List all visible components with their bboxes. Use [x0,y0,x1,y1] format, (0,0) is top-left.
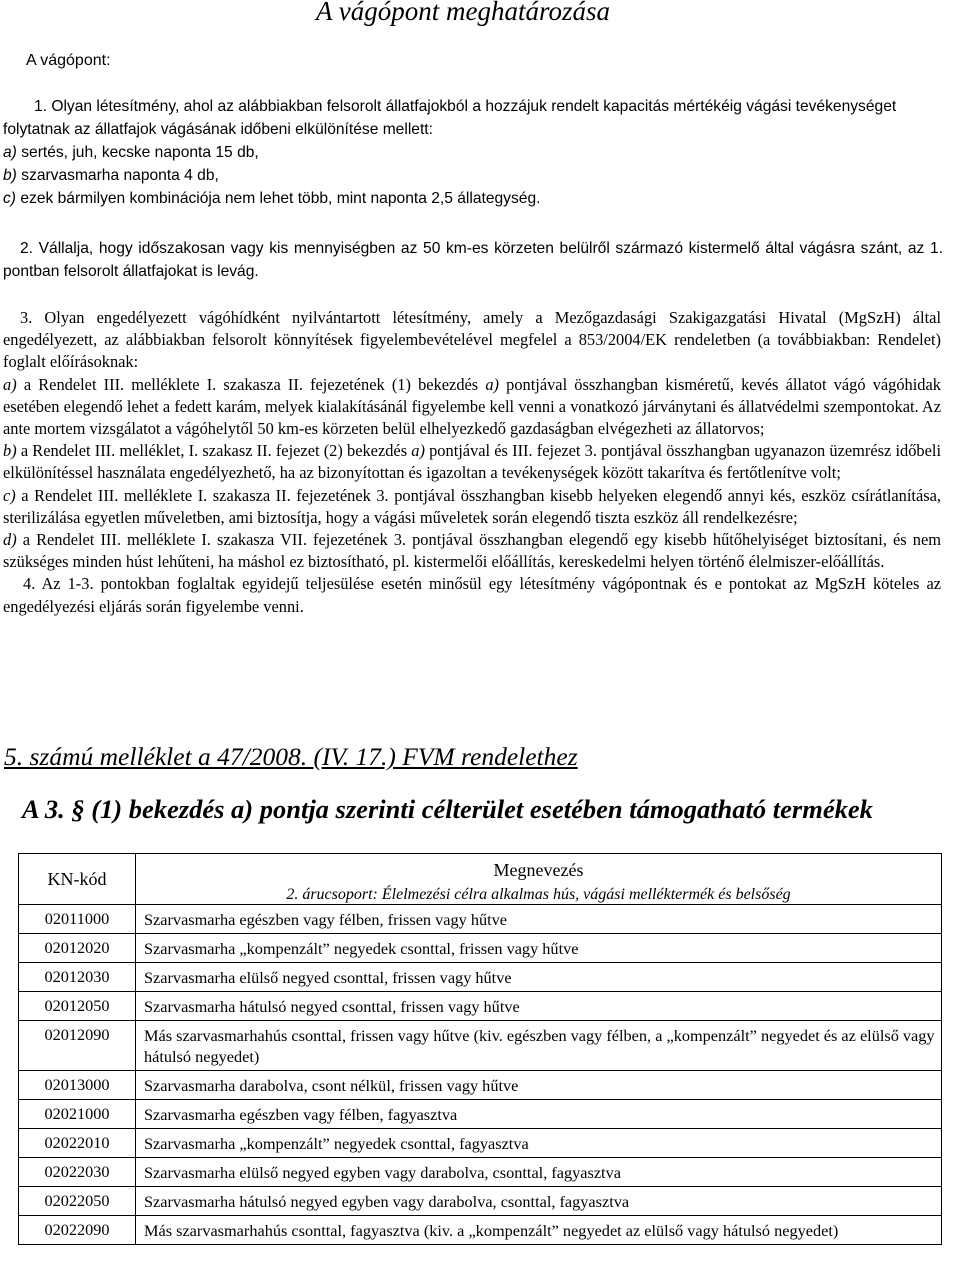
point-1-item-a [3,141,943,164]
item-text: a Rendelet III. melléklete I. szakasza II. fejezetének 3. pontjával összhangban kisebb helyeken elegendő annyi kés, eszköz csírátlanítása, sterilizálása egyetlen műveletben, ami biztosítja, hogy a vágási műveletek során elegendő tiszta eszköz áll rendelkezésre; [3,485,941,527]
item-text: sertés, juh, kecske naponta 15 db, [21,144,259,161]
column-header-code: KN-kód [19,854,136,905]
table-row [19,1187,942,1216]
table-row [19,1100,942,1129]
annex-subtitle: A 3. § (1) bekezdés a) pontja szerinti célterület esetében támogatható termékek [22,794,873,824]
point-1-item-c [3,187,943,210]
point-1-intro: 1. Olyan létesítmény, ahol az alábbiakban felsorolt állatfajokból a hozzájuk rendelt kapacitás mértékéig vágási tevékenységet folytatnak az állatfajok vágásának időbeni elkülönítése mellett: [3,98,897,138]
product-name-cell: Szarvasmarha elülső negyed csonttal, frissen vagy hűtve [136,963,942,992]
item-marker: d) [3,530,17,550]
item-text: a Rendelet III. melléklete I. szakasza II. fejezetének (1) bekezdés [16,374,486,394]
point-3-item-a [3,374,941,441]
product-name-cell: Szarvasmarha „kompenzált” negyedek csonttal, fagyasztva [136,1129,942,1158]
item-marker: a) [3,374,17,394]
item-inline-ref: a) [411,441,425,461]
table-header-row [19,854,942,887]
item-text: szarvasmarha naponta 4 db, [21,167,219,184]
point-4: 4. Az 1-3. pontokban foglaltak egyidejű teljesülése esetén minősül egy létesítmény vágópontnak és e pontokat az MgSzH köteles az engedélyezési eljárás során figyelembe venni. [3,574,941,616]
product-table [18,853,942,1245]
item-text: a Rendelet III. melléklet, I. szakasz II. fejezet (2) bekezdés [16,441,412,461]
table-row [19,1071,942,1100]
item-marker: a) [3,144,17,161]
point-3 [3,307,941,618]
point-3-item-c [3,485,941,529]
kn-code-cell: 02012020 [19,934,136,963]
item-marker: b) [3,441,17,461]
point-1-item-b [3,164,943,187]
table-row [19,1021,942,1071]
kn-code-cell: 02012030 [19,963,136,992]
product-name-cell: Más szarvasmarhahús csonttal, fagyasztva (kiv. a „kompenzált” negyedet az elülső vagy hátulsó negyedet) [136,1216,942,1245]
group-title: 2. árucsoport: Élelmezési célra alkalmas hús, vágási melléktermék és belsőség [136,886,942,905]
kn-code-cell: 02012090 [19,1021,136,1071]
kn-code-cell: 02012050 [19,992,136,1021]
kn-code-cell: 02021000 [19,1100,136,1129]
table-row [19,905,942,934]
item-marker: c) [3,190,16,207]
point-3-intro: 3. Olyan engedélyezett vágóhídként nyilvántartott létesítmény, amely a Mezőgazdasági Szakigazgatási Hivatal (MgSzH) által engedélyezett, az alábbiakban felsorolt könnyítések figyelembevételével megfelel a 853/2004/EK rendeletben (a továbbiakban: Rendelet) foglalt előírásoknak: [3,308,941,372]
item-text: pontjával összhangban kisméretű, kevés állatot vágó vágóhidak esetében elegendő lehet a fedett karám, melyek kialakításánál figyelembe kell venni a vonatkozó járványtani és állatvédelmi szempontokat. Az ante mortem vizsgálatot a vágóhelytől 50 km-es körzeten belül elhelyezkedő gazdaságban elvégezheti az állatorvos; [3,374,941,439]
table-row [19,1158,942,1187]
point-2-text: 2. Vállalja, hogy időszakosan vagy kis mennyiségben az 50 km-es körzeten belülről származó kistermelő által vágásra szánt, az 1. pontban felsorolt állatfajokat is levág. [3,240,943,280]
kn-code-cell: 02013000 [19,1071,136,1100]
table-row [19,934,942,963]
item-marker: b) [3,167,17,184]
item-inline-ref: a) [485,374,499,394]
kn-code-cell: 02011000 [19,905,136,934]
item-text: pontjával és III. fejezet 3. pontjával összhangban ugyanazon üzemrész időbeli elkülönítéssel használata engedélyezhető, ha az bizonyítottan és igazoltan a tevékenységek között takarítva és fertőtlenítve volt; [3,441,942,483]
product-name-cell: Szarvasmarha hátulsó negyed egyben vagy darabolva, csonttal, fagyasztva [136,1187,942,1216]
section-label: A vágópont: [26,52,111,69]
product-name-cell: Más szarvasmarhahús csonttal, frissen vagy hűtve (kiv. egészben vagy félben, a „kompenzált” negyedet és az elülső vagy hátulsó negyedet) [136,1021,942,1071]
point-2 [3,237,943,283]
table-row [19,963,942,992]
table-row [19,1129,942,1158]
table-body [19,905,942,1245]
product-name-cell: Szarvasmarha hátulsó negyed csonttal, frissen vagy hűtve [136,992,942,1021]
kn-code-cell: 02022090 [19,1216,136,1245]
column-header-name: Megnevezés [136,854,942,887]
product-name-cell: Szarvasmarha egészben vagy félben, frissen vagy hűtve [136,905,942,934]
product-name-cell: Szarvasmarha egészben vagy félben, fagyasztva [136,1100,942,1129]
table-row [19,1216,942,1245]
point-3-item-b [3,440,941,484]
annex-title: 5. számú melléklet a 47/2008. (IV. 17.) FVM rendelethez [4,742,578,771]
point-1 [3,95,943,210]
table-row [19,992,942,1021]
product-name-cell: Szarvasmarha elülső negyed egyben vagy darabolva, csonttal, fagyasztva [136,1158,942,1187]
product-name-cell: Szarvasmarha „kompenzált” negyedek csonttal, frissen vagy hűtve [136,934,942,963]
kn-code-cell: 02022010 [19,1129,136,1158]
item-text: a Rendelet III. melléklete I. szakasza VII. fejezetének 3. pontjával összhangban elegendő egy kisebb hűtőhelyiséget biztosítani, és nem szükséges minden húst lehűteni, ha máshol ez biztosítható, pl. kistermelői előállítás, kereskedelmi helyen történő élelmiszer-előállítás. [3,530,941,572]
product-name-cell: Szarvasmarha darabolva, csont nélkül, frissen vagy hűtve [136,1071,942,1100]
table-group-row [19,886,942,905]
kn-code-cell: 02022050 [19,1187,136,1216]
document-title: A vágópont meghatározása [316,0,610,26]
item-text: ezek bármilyen kombinációja nem lehet több, mint naponta 2,5 állategység. [20,190,541,207]
point-3-item-d [3,529,941,573]
item-marker: c) [3,485,16,505]
kn-code-cell: 02022030 [19,1158,136,1187]
